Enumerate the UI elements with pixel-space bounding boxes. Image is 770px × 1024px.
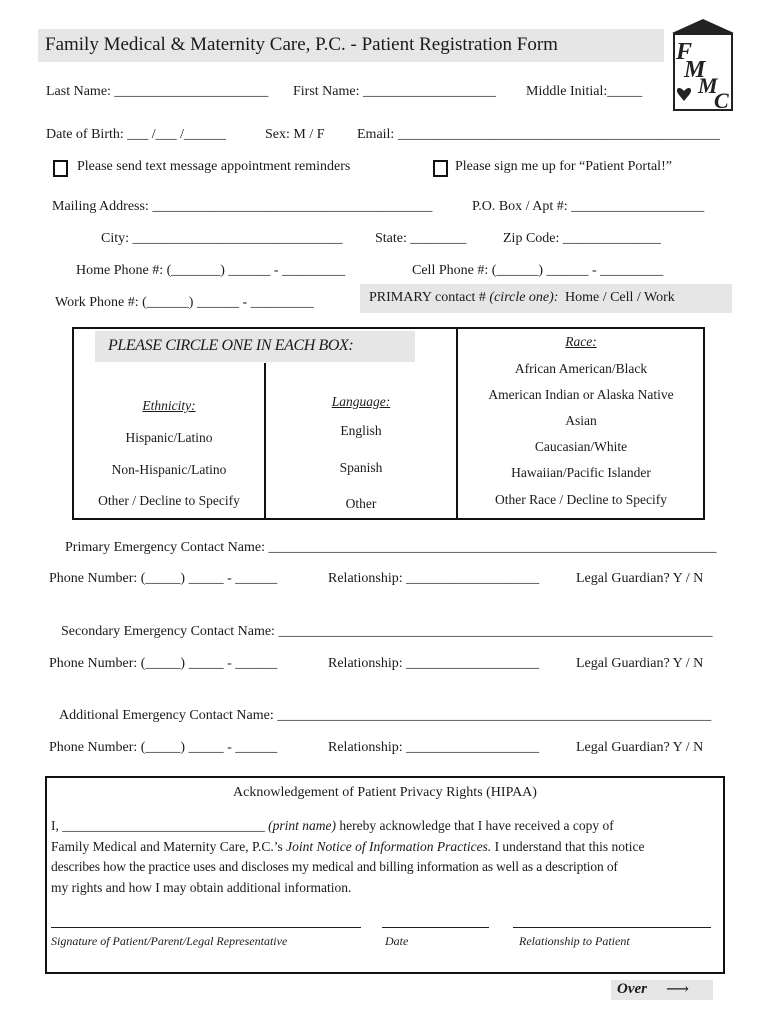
hipaa-title: Acknowledgement of Patient Privacy Rights (HIPAA) xyxy=(233,785,537,800)
primary-contact-selector[interactable] xyxy=(369,290,675,306)
race-option[interactable]: Other Race / Decline to Specify xyxy=(494,492,668,507)
logo-letter-c: C xyxy=(714,88,729,111)
hipaa-line-2 xyxy=(51,839,645,855)
hipaa-print-name-note: (print name) xyxy=(268,818,336,833)
hipaa-print-name-field[interactable]: I, ______________________________ xyxy=(51,818,265,833)
primary-emergency-guardian-field[interactable]: Legal Guardian? Y / N xyxy=(576,571,704,586)
circle-box-heading: PLEASE CIRCLE ONE IN EACH BOX: xyxy=(108,337,354,354)
patient-portal-label: Please sign me up for “Patient Portal!” xyxy=(455,159,672,174)
race-option[interactable]: African American/Black xyxy=(514,361,648,376)
cell-phone-field[interactable]: Cell Phone #: (______) ______ - _________ xyxy=(412,263,664,278)
ethnicity-option[interactable]: Non-Hispanic/Latino xyxy=(111,462,227,477)
heart-icon xyxy=(677,88,691,101)
last-name-field[interactable]: Last Name: ______________________ xyxy=(46,84,269,99)
language-option[interactable]: Other xyxy=(345,496,377,511)
date-line[interactable] xyxy=(382,927,489,928)
language-option[interactable]: Spanish xyxy=(339,460,383,475)
work-phone-field[interactable]: Work Phone #: (______) ______ - _________ xyxy=(55,295,314,310)
logo-roof xyxy=(672,19,734,33)
secondary-emergency-phone-field[interactable]: Phone Number: (_____) _____ - ______ xyxy=(49,656,278,671)
sex-field[interactable]: Sex: M / F xyxy=(265,127,325,142)
hipaa-line-1-text: hereby acknowledge that I have received a copy of xyxy=(339,818,614,833)
hipaa-line-2-suffix: I understand that this notice xyxy=(494,839,645,854)
race-option[interactable]: Hawaiian/Pacific Islander xyxy=(511,465,651,480)
primary-emergency-name-field[interactable]: Primary Emergency Contact Name: ________________________________________________________________ xyxy=(65,540,717,555)
patient-portal-checkbox[interactable] xyxy=(433,160,448,177)
hipaa-notice-title: Joint Notice of Information Practices. xyxy=(286,839,492,854)
relationship-line[interactable] xyxy=(513,927,711,928)
hipaa-line-2-prefix: Family Medical and Maternity Care, P.C.’s xyxy=(51,839,283,854)
arrow-right-icon: ⟶ xyxy=(666,981,689,998)
mailing-address-field[interactable]: Mailing Address: ________________________________________ xyxy=(52,199,433,214)
ethnicity-label: Ethnicity: xyxy=(142,398,196,413)
hipaa-line-3: describes how the practice uses and discloses my medical and billing information as well as a description of xyxy=(51,859,618,874)
hipaa-line-1 xyxy=(51,818,614,834)
first-name-field[interactable]: First Name: ___________________ xyxy=(293,84,496,99)
dob-field[interactable]: Date of Birth: ___ /___ /______ xyxy=(46,127,227,142)
fmmc-logo xyxy=(670,17,736,111)
additional-emergency-name-field[interactable]: Additional Emergency Contact Name: ______________________________________________________________ xyxy=(59,708,712,723)
primary-emergency-phone-field[interactable]: Phone Number: (_____) _____ - ______ xyxy=(49,571,278,586)
middle-initial-field[interactable]: Middle Initial:_____ xyxy=(526,84,643,99)
city-field[interactable]: City: ______________________________ xyxy=(101,231,343,246)
race-label: Race: xyxy=(565,334,597,349)
race-option[interactable]: Asian xyxy=(565,413,597,428)
language-label: Language: xyxy=(331,394,391,409)
secondary-emergency-relationship-field[interactable]: Relationship: ___________________ xyxy=(328,656,540,671)
ethnicity-option[interactable]: Hispanic/Latino xyxy=(125,430,213,445)
additional-emergency-relationship-field[interactable]: Relationship: ___________________ xyxy=(328,740,540,755)
primary-contact-note: (circle one): xyxy=(489,290,559,305)
state-field[interactable]: State: ________ xyxy=(375,231,467,246)
primary-contact-label: PRIMARY contact # xyxy=(369,290,486,305)
email-field[interactable]: Email: ______________________________________________ xyxy=(357,127,720,142)
text-reminders-checkbox[interactable] xyxy=(53,160,68,177)
relationship-label: Relationship to Patient xyxy=(519,934,630,948)
home-phone-field[interactable]: Home Phone #: (_______) ______ - _________ xyxy=(76,263,346,278)
race-option[interactable]: Caucasian/White xyxy=(534,439,628,454)
over-label: Over xyxy=(617,981,647,997)
secondary-emergency-name-field[interactable]: Secondary Emergency Contact Name: ______________________________________________________________ xyxy=(61,624,713,639)
additional-emergency-guardian-field[interactable]: Legal Guardian? Y / N xyxy=(576,740,704,755)
zip-field[interactable]: Zip Code: ______________ xyxy=(503,231,661,246)
ethnicity-option[interactable]: Other / Decline to Specify xyxy=(98,493,240,508)
page-title: Family Medical & Maternity Care, P.C. - Patient Registration Form xyxy=(45,34,558,55)
text-reminders-label: Please send text message appointment reminders xyxy=(77,159,351,174)
race-option[interactable]: American Indian or Alaska Native xyxy=(488,387,674,402)
language-option[interactable]: English xyxy=(340,423,382,438)
logo-letter-m1: M xyxy=(684,57,706,83)
secondary-emergency-guardian-field[interactable]: Legal Guardian? Y / N xyxy=(576,656,704,671)
primary-contact-options[interactable]: Home / Cell / Work xyxy=(564,290,675,305)
hipaa-line-4: my rights and how I may obtain additional information. xyxy=(51,880,352,895)
additional-emergency-phone-field[interactable]: Phone Number: (_____) _____ - ______ xyxy=(49,740,278,755)
primary-emergency-relationship-field[interactable]: Relationship: ___________________ xyxy=(328,571,540,586)
signature-label: Signature of Patient/Parent/Legal Representative xyxy=(51,934,288,948)
signature-line[interactable] xyxy=(51,927,361,928)
date-label: Date xyxy=(385,934,409,948)
logo-letter-f: F xyxy=(676,39,693,65)
po-box-field[interactable]: P.O. Box / Apt #: ___________________ xyxy=(472,199,705,214)
logo-letter-m2: M xyxy=(698,73,718,98)
